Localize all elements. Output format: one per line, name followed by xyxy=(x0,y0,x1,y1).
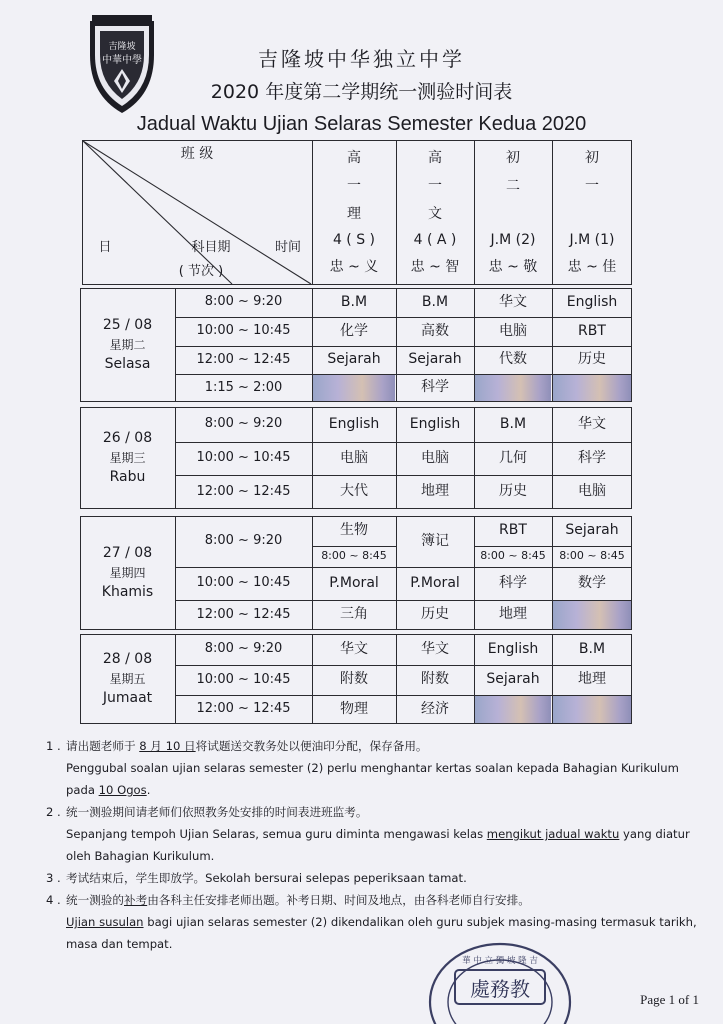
subject-cell: English xyxy=(409,415,461,432)
date-day-bm: Jumaat xyxy=(102,689,153,706)
subject-cell: B.M xyxy=(499,415,527,432)
subject-cell: 代数 xyxy=(499,351,527,368)
class-col-1-c1: 高 xyxy=(347,150,361,167)
time-cell: 1:15 ~ 2:00 xyxy=(204,379,283,395)
class-col-4-code: J.M (1) xyxy=(569,232,615,249)
date-cell xyxy=(80,288,175,402)
subject-cell: 历史 xyxy=(578,351,606,368)
subject-cell: 生物 xyxy=(340,522,368,539)
office-stamp xyxy=(425,940,575,1024)
subject-cell xyxy=(312,374,396,402)
subject-cell: B.M xyxy=(421,293,449,310)
subject-cell: 电脑 xyxy=(421,449,449,466)
day-block xyxy=(80,634,632,724)
time-cell: 10:00 ~ 10:45 xyxy=(196,671,291,687)
time-cell: 12:00 ~ 12:45 xyxy=(196,483,291,499)
title-chinese: 2020 年度第二学期统一测验时间表 xyxy=(210,81,513,103)
subject-cell: 华文 xyxy=(578,415,606,432)
time-cell: 10:00 ~ 10:45 xyxy=(196,575,291,591)
subject-cell: 附数 xyxy=(421,671,449,688)
subject-cell: 化学 xyxy=(340,322,368,339)
date-day-bm: Selasa xyxy=(104,355,151,372)
subject-cell: B.M xyxy=(340,293,368,310)
subject-cell: 历史 xyxy=(421,606,449,623)
subject-cell: 几何 xyxy=(499,449,527,466)
subject-cell: 物理 xyxy=(340,700,368,717)
subject-cell xyxy=(474,695,552,724)
note-2: 2 . 统一测验期间请老师们依照教务处安排的时间表进班监考。 xyxy=(46,805,368,819)
time-cell: 12:00 ~ 12:45 xyxy=(196,701,291,717)
subject-cell: 簿记 xyxy=(421,532,449,549)
subject-cell: Sejarah xyxy=(565,522,619,539)
class-col-4-c1: 初 xyxy=(585,150,599,167)
subject-cell: 电脑 xyxy=(578,483,606,500)
class-col-4-names: 忠 ~ 佳 xyxy=(567,259,617,276)
subject-cell: RBT xyxy=(578,322,606,339)
date-day-cn: 星期二 xyxy=(109,337,146,352)
date-day-cn: 星期三 xyxy=(109,450,146,465)
subject-label: 科目期 xyxy=(191,239,231,255)
note-1: 1 . 请出题老师于 8 月 10 日将试题送交教务处以便油印分配，保存备用。 xyxy=(46,739,428,753)
class-col-2-c2: 一 xyxy=(428,178,442,195)
date-day-bm: Rabu xyxy=(109,468,146,485)
subject-cell: 华文 xyxy=(340,640,368,657)
logo-text: 中華中學 xyxy=(102,55,142,66)
class-col-4-c2: 一 xyxy=(585,178,599,195)
time-label: 时间 xyxy=(274,239,301,255)
subject-cell: 科学 xyxy=(499,574,527,591)
subject-cell: 科学 xyxy=(421,379,449,396)
class-col-1-code: 4 ( S ) xyxy=(332,232,376,249)
subject-cell: 数学 xyxy=(578,574,606,591)
subject-cell: 经济 xyxy=(421,700,449,717)
time-cell: 8:00 ~ 9:20 xyxy=(204,294,283,310)
time-cell: 10:00 ~ 10:45 xyxy=(196,450,291,466)
time-cell: 8:00 ~ 9:20 xyxy=(204,416,283,432)
class-label: 班 级 xyxy=(180,146,214,163)
subject-cell: Sejarah xyxy=(408,351,462,368)
date-day-bm: Khamis xyxy=(101,583,154,600)
table-header xyxy=(82,140,632,285)
time-cell: 8:00 ~ 9:20 xyxy=(204,641,283,657)
subject-cell: 历史 xyxy=(499,483,527,500)
date-cell xyxy=(80,634,175,724)
subject-cell: Sejarah xyxy=(327,351,381,368)
subject-cell: 大代 xyxy=(340,483,368,500)
note-4-malay: Ujian susulan bagi ujian selaras semester (2) dikendalikan oleh guru subjek masing-masing termasuk tarikh, masa dan tempat. xyxy=(66,915,697,951)
subject-cell: 电脑 xyxy=(340,449,368,466)
subject-cell: 华文 xyxy=(499,293,527,310)
stamp-text: 處務教 xyxy=(470,977,530,1001)
class-col-4-c3 xyxy=(552,204,632,226)
subject-cell: Sejarah xyxy=(486,671,540,688)
subject-cell: 华文 xyxy=(421,640,449,657)
logo-top-text: 吉隆坡 xyxy=(108,42,136,52)
day-block xyxy=(80,288,632,402)
school-name: 吉隆坡中华独立中学 xyxy=(258,47,465,71)
subject-cell xyxy=(552,695,632,724)
date-date: 25 / 08 xyxy=(102,317,153,333)
page-number: Page 1 of 1 xyxy=(640,992,699,1007)
date-cell xyxy=(80,516,175,630)
note-1-malay: Penggubal soalan ujian selaras semester (2) perlu menghantar kertas soalan kepada Bahagian Kurikulum pada 10 Ogos. xyxy=(66,761,679,797)
subject-time: 8:00 ~ 8:45 xyxy=(480,549,546,563)
class-col-2-names: 忠 ~ 智 xyxy=(410,259,460,276)
class-col-3-c1: 初 xyxy=(506,150,520,167)
subject-cell xyxy=(552,374,632,402)
class-col-2-c3: 文 xyxy=(428,206,442,223)
subject-cell xyxy=(474,374,552,402)
subject-cell: P.Moral xyxy=(410,574,460,591)
subject-cell: 高数 xyxy=(421,322,449,339)
time-cell: 10:00 ~ 10:45 xyxy=(196,323,291,339)
class-col-1-names: 忠 ~ 义 xyxy=(329,259,379,276)
date-day-cn: 星期四 xyxy=(109,565,146,580)
subject-cell: 地理 xyxy=(499,606,527,623)
time-cell: 8:00 ~ 9:20 xyxy=(204,533,283,549)
note-2-malay: Sepanjang tempoh Ujian Selaras, semua guru diminta mengawasi kelas mengikut jadual waktu yang diatur oleh Bahagian Kurikulum. xyxy=(66,827,690,863)
subject-cell: RBT xyxy=(499,522,527,539)
class-col-3-c3 xyxy=(474,204,552,226)
subject-cell: English xyxy=(566,293,618,310)
date-cell xyxy=(80,407,175,509)
class-col-2-code: 4 ( A ) xyxy=(413,232,457,249)
class-col-2-c1: 高 xyxy=(428,150,442,167)
subject-cell xyxy=(552,600,632,630)
time-cell: 12:00 ~ 12:45 xyxy=(196,351,291,367)
class-col-3-code: J.M (2) xyxy=(490,232,536,249)
subject-cell: 科学 xyxy=(578,449,606,466)
day-label: 日 xyxy=(98,239,112,255)
subject-cell: English xyxy=(328,415,380,432)
note-4: 4 . 统一测验的补考由各科主任安排老师出题。补考日期、时间及地点，由各科老师自行安排。 xyxy=(46,893,530,907)
date-day-cn: 星期五 xyxy=(109,671,146,686)
subject-cell: English xyxy=(487,640,539,657)
date-date: 28 / 08 xyxy=(102,651,153,667)
subject-cell: 三角 xyxy=(340,606,368,623)
subject-cell: B.M xyxy=(578,640,606,657)
date-date: 26 / 08 xyxy=(102,430,153,446)
notes xyxy=(46,735,706,955)
time-cell: 12:00 ~ 12:45 xyxy=(196,606,291,622)
date-date: 27 / 08 xyxy=(102,545,153,561)
subject-cell: 附数 xyxy=(340,671,368,688)
class-col-1-c2: 一 xyxy=(347,178,361,195)
subject-cell: 地理 xyxy=(421,483,449,500)
period-label: ( 节次 ) xyxy=(178,263,224,279)
day-block xyxy=(80,516,632,630)
note-3: 3 . 考试结束后，学生即放学。Sekolah bersurai selepas peperiksaan tamat. xyxy=(46,871,467,885)
class-col-1-c3: 理 xyxy=(347,206,361,223)
stamp-ring-text: 華 中 立 獨 坡 隆 吉 xyxy=(462,956,538,966)
class-col-3-c2: 二 xyxy=(506,178,520,195)
title-malay: Jadual Waktu Ujian Selaras Semester Kedua 2020 xyxy=(136,113,587,135)
subject-time: 8:00 ~ 8:45 xyxy=(559,549,625,563)
subject-time: 8:00 ~ 8:45 xyxy=(321,549,387,563)
subject-cell: 地理 xyxy=(578,671,606,688)
day-block xyxy=(80,407,632,509)
subject-cell: P.Moral xyxy=(329,574,379,591)
subject-cell: 电脑 xyxy=(499,322,527,339)
class-col-3-names: 忠 ~ 敬 xyxy=(488,259,538,276)
